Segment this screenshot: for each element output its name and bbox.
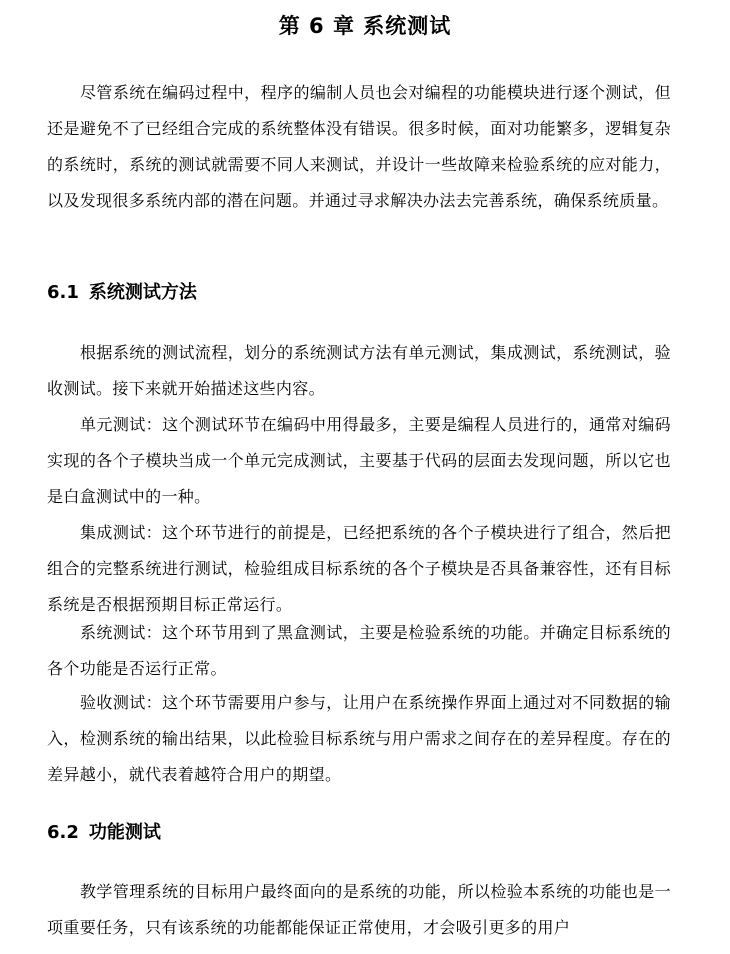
section-6-1-title: 系统测试方法 [88, 282, 197, 303]
section-6-1-paragraph-unit-test: 单元测试：这个测试环节在编码中用得最多，主要是编程人员进行的，通常对编码实现的各个子模块当成一个单元完成测试，主要基于代码的层面去发现问题，所以它也是白盒测试中的一种。 [47, 415, 671, 506]
section-6-2-number: 6.2 [47, 822, 79, 843]
intro-paragraph: 尽管系统在编码过程中，程序的编制人员也会对编程的功能模块进行逐个测试，但还是避免不了已经组合完成的系统整体没有错误。很多时候，面对功能繁多，逻辑复杂的系统时，系统的测试就需要不同人来测试，并设计一些故障来检验系统的应对能力，以及发现很多系统内部的潜在问题。并通过寻求解决办法去完善系统，确保系统质量。 [47, 83, 671, 210]
section-6-1-paragraph-system-test: 系统测试：这个环节用到了黑盒测试，主要是检验系统的功能。并确定目标系统的各个功能是否运行正常。 [47, 623, 671, 678]
section-6-1-paragraph-1: 根据系统的测试流程，划分的系统测试方法有单元测试，集成测试，系统测试，验收测试。接下来就开始描述这些内容。 [47, 343, 671, 398]
section-6-2-paragraph-1: 教学管理系统的目标用户最终面向的是系统的功能，所以检验本系统的功能也是一项重要任务，只有该系统的功能都能保证正常使用，才会吸引更多的用户 [47, 882, 671, 937]
chapter-title: 第 6 章 系统测试 [278, 14, 452, 38]
section-6-2-heading [47, 819, 161, 847]
section-6-1-number: 6.1 [47, 282, 79, 303]
section-6-2-title: 功能测试 [88, 822, 161, 843]
section-6-1-heading [47, 279, 197, 307]
section-6-1-paragraph-integration-test: 集成测试：这个环节进行的前提是，已经把系统的各个子模块进行了组合，然后把组合的完整系统进行测试，检验组成目标系统的各个子模块是否具备兼容性，还有目标系统是否根据预期目标正常运行。 [47, 523, 671, 614]
section-6-1-paragraph-acceptance-test: 验收测试：这个环节需要用户参与，让用户在系统操作界面上通过对不同数据的输入，检测系统的输出结果，以此检验目标系统与用户需求之间存在的差异程度。存在的差异越小，就代表着越符合用户的期望。 [47, 693, 671, 784]
